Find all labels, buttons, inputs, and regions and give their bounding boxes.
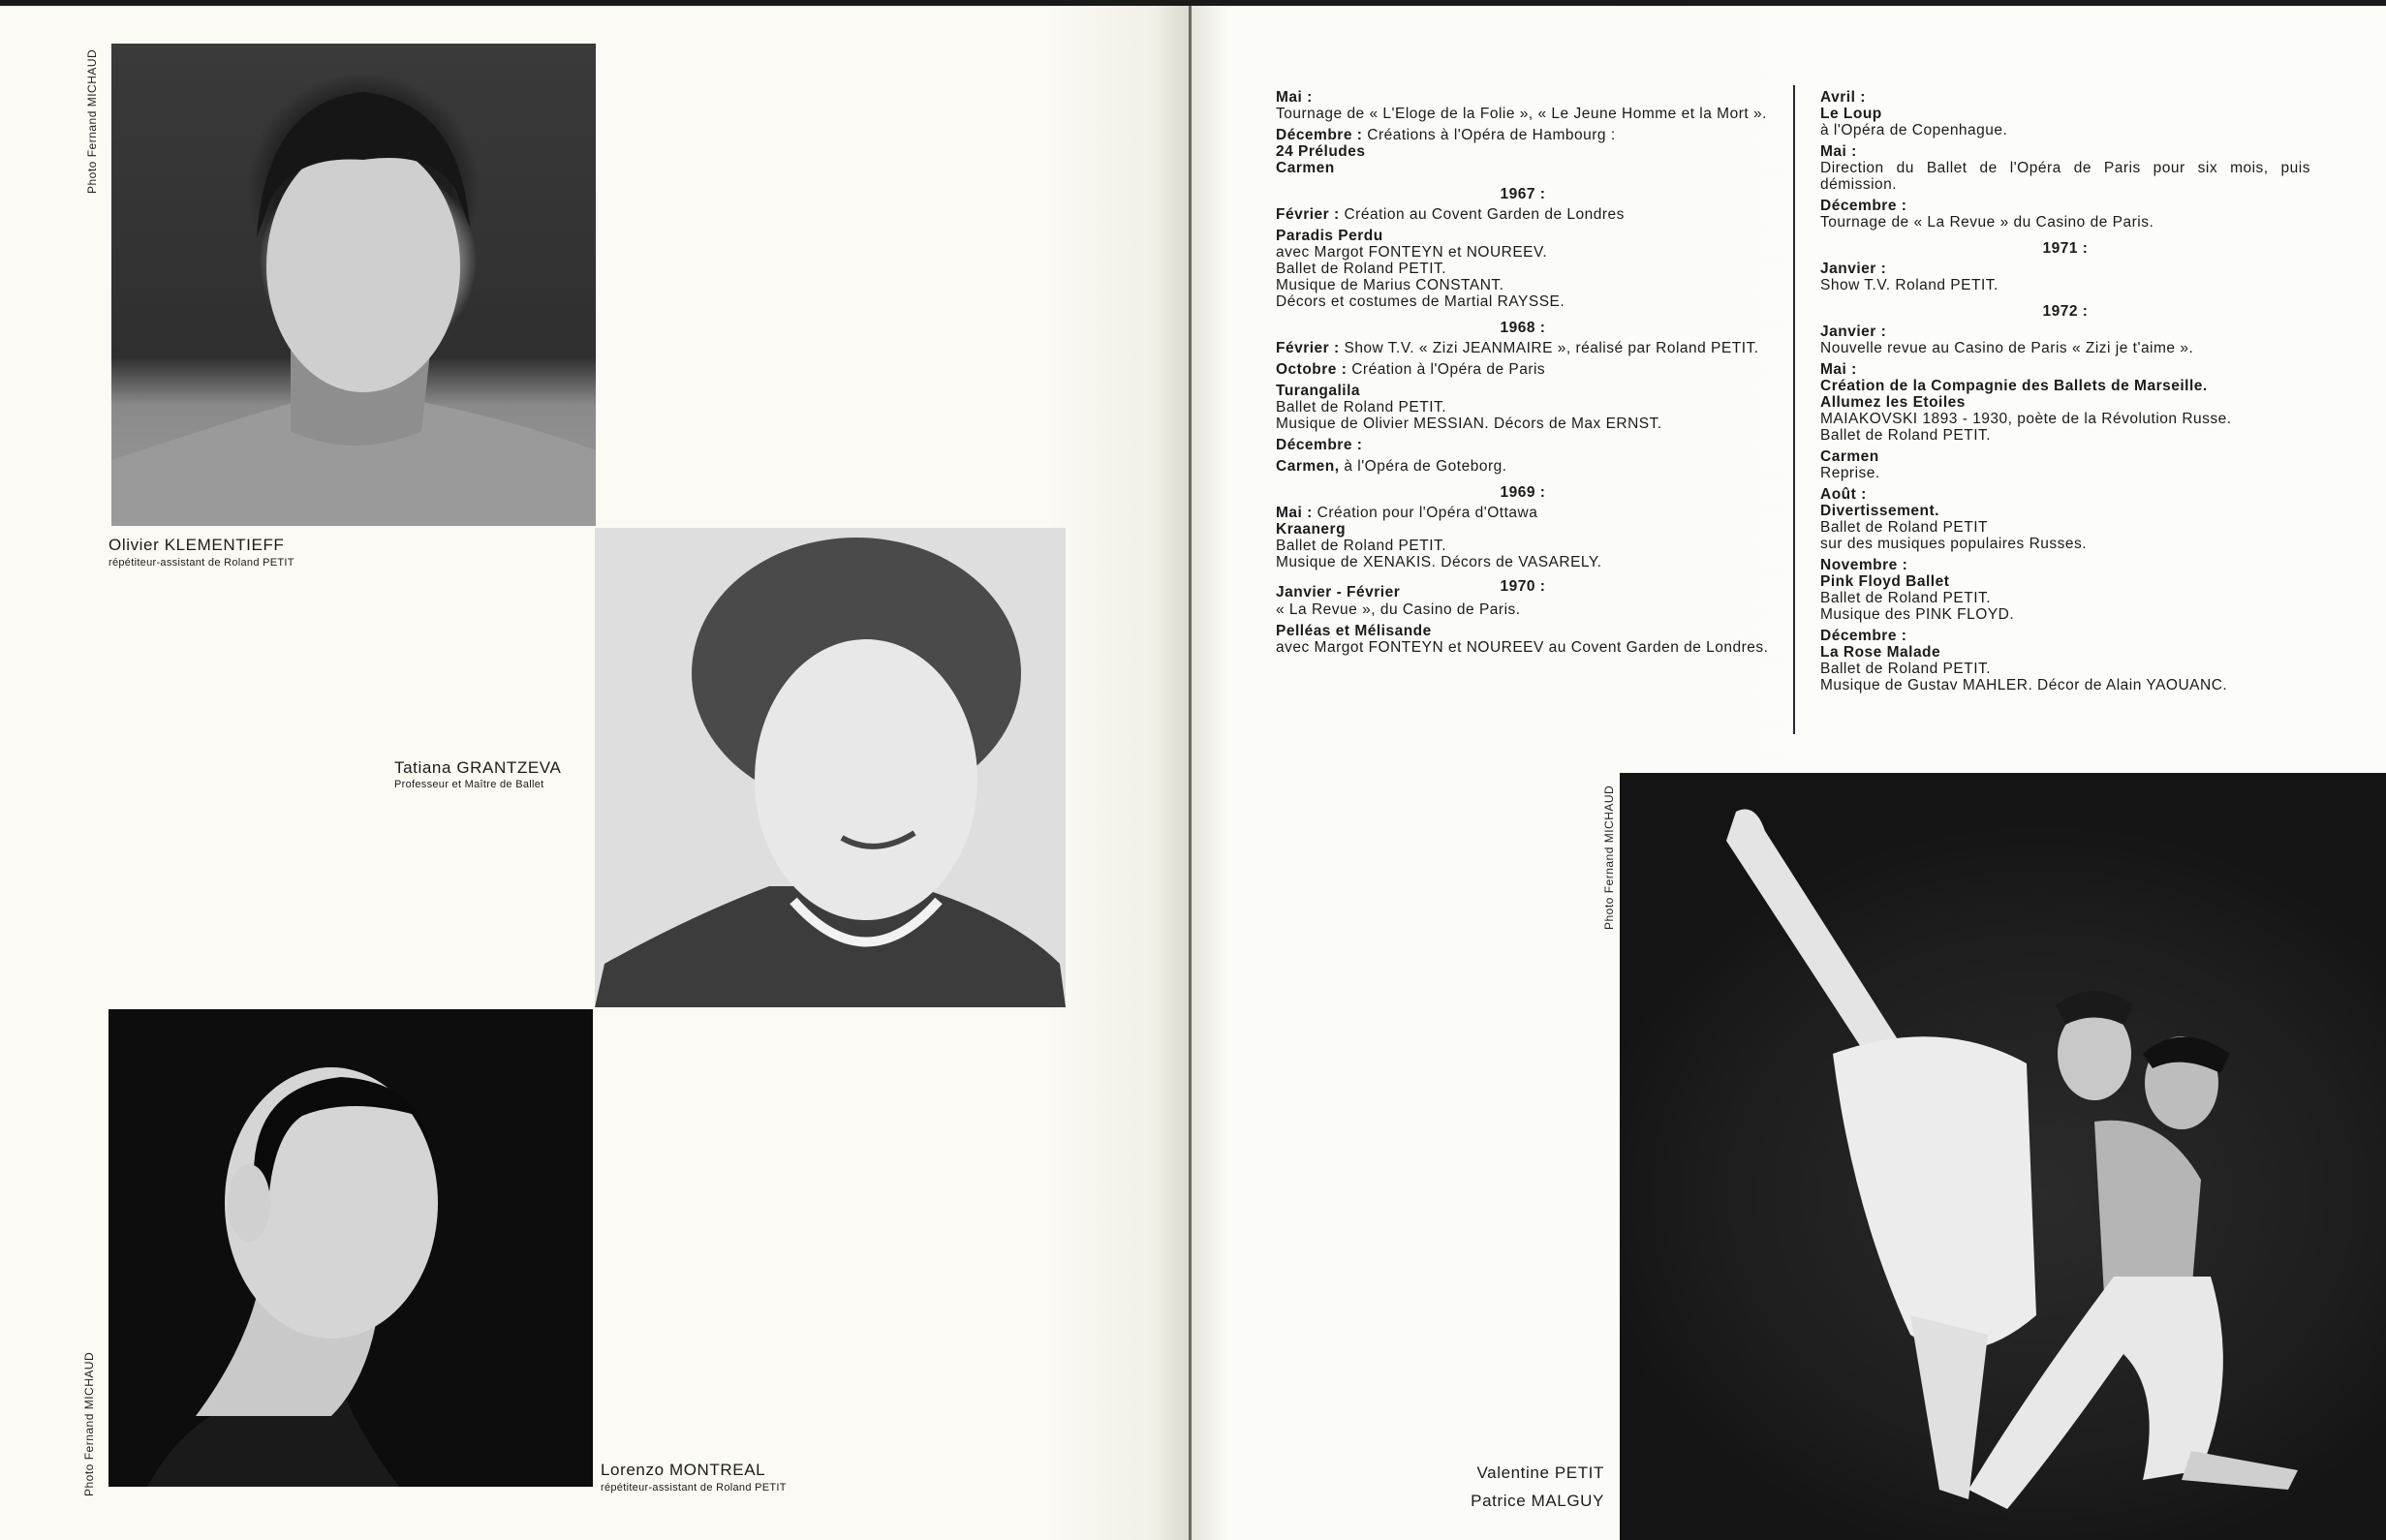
month-label: Mai :	[1820, 143, 1857, 160]
entry-text: Musique de Marius CONSTANT.	[1276, 277, 1504, 293]
caption-dancer-1: Valentine PETIT	[1476, 1463, 1604, 1482]
chronology-column-2	[1820, 89, 2310, 698]
month-label: Octobre :	[1276, 361, 1348, 378]
entry-text: Ballet de Roland PETIT.	[1276, 538, 1447, 554]
entry-text: Création pour l'Opéra d'Ottawa	[1312, 505, 1538, 521]
entry-text: Création de la Compagnie des Ballets de Marseille.	[1820, 378, 2208, 394]
year-heading: 1970 :	[1500, 578, 1546, 595]
year-heading: 1972 :	[2042, 303, 2089, 320]
ballet-dancers-illustration	[1620, 773, 2386, 1540]
year-heading: 1969 :	[1500, 484, 1546, 501]
portrait-photo-klementieff	[111, 44, 596, 526]
portrait-photo-grantzeva	[595, 528, 1066, 1007]
work-title: Turangalila	[1276, 383, 1361, 399]
caption-name-grantzeva: Tatiana GRANTZEVA	[394, 758, 562, 777]
work-title: Carmen	[1276, 160, 1335, 176]
year-heading: 1968 :	[1500, 320, 1546, 336]
work-title: Carmen,	[1276, 458, 1340, 475]
year-heading: 1967 :	[1500, 186, 1546, 202]
month-label: Mai :	[1276, 505, 1313, 521]
month-label: Décembre :	[1276, 437, 1363, 453]
entry-text: Show T.V. Roland PETIT.	[1820, 277, 1999, 293]
caption-role-montreal: répétiteur-assistant de Roland PETIT	[601, 1482, 787, 1494]
photo-credit-3: Photo Fernand MICHAUD	[1602, 785, 1616, 930]
caption-role-grantzeva: Professeur et Maître de Ballet	[394, 779, 544, 790]
work-title: Pink Floyd Ballet	[1820, 573, 1950, 590]
month-label: Décembre :	[1276, 127, 1363, 143]
entry-text: Musique de Olivier MESSIAN. Décors de Max ERNST.	[1276, 416, 1662, 432]
portrait-photo-montreal	[108, 1009, 593, 1487]
work-title: 24 Préludes	[1276, 143, 1366, 160]
entry-text: Ballet de Roland PETIT.	[1276, 261, 1447, 277]
portrait-montreal-illustration	[108, 1009, 593, 1487]
month-label: Janvier - Février	[1276, 584, 1401, 601]
entry-text: à l'Opéra de Copenhague.	[1820, 122, 2008, 139]
entry-text: Musique de XENAKIS. Décors de VASARELY.	[1276, 554, 1602, 570]
portrait-klementieff-illustration	[111, 44, 596, 526]
caption-name-montreal: Lorenzo MONTREAL	[601, 1461, 766, 1479]
entry-text: Tournage de « La Revue » du Casino de Paris.	[1820, 214, 2154, 231]
entry-text: Show T.V. « Zizi JEANMAIRE », réalisé par Roland PETIT.	[1339, 340, 1759, 356]
chronology-column-1	[1276, 89, 1770, 661]
entry-text: Musique de Gustav MAHLER. Décor de Alain YAOUANC.	[1820, 677, 2228, 693]
month-label: Mai :	[1820, 361, 1857, 378]
column-divider	[1793, 85, 1795, 734]
entry-text: Ballet de Roland PETIT.	[1820, 590, 1992, 606]
work-title: Pelléas et Mélisande	[1276, 623, 1432, 639]
entry-text: Création à l'Opéra de Paris	[1347, 361, 1546, 378]
entry-text: Ballet de Roland PETIT.	[1820, 661, 1992, 677]
work-title: Le Loup	[1820, 106, 1882, 122]
entry-text: sur des musiques populaires Russes.	[1820, 536, 2088, 552]
entry-text: Nouvelle revue au Casino de Paris « Zizi je t'aime ».	[1820, 340, 2194, 356]
caption-dancer-2: Patrice MALGUY	[1471, 1492, 1604, 1510]
month-label: Février :	[1276, 340, 1340, 356]
caption-role-klementieff: répétiteur-assistant de Roland PETIT	[108, 557, 294, 569]
entry-text: MAIAKOVSKI 1893 - 1930, poète de la Révolution Russe.	[1820, 411, 2232, 427]
caption-name-klementieff: Olivier KLEMENTIEFF	[108, 536, 285, 554]
month-label: Décembre :	[1820, 198, 1907, 214]
entry-text: Créations à l'Opéra de Hambourg :	[1362, 127, 1616, 143]
entry-text: Ballet de Roland PETIT.	[1276, 399, 1447, 416]
entry-text: Ballet de Roland PETIT.	[1820, 427, 1992, 444]
month-label: Novembre :	[1820, 557, 1908, 573]
entry-text: Ballet de Roland PETIT	[1820, 519, 1988, 536]
month-label: Mai :	[1276, 89, 1313, 106]
work-title: Kraanerg	[1276, 521, 1347, 538]
entry-text: Direction du Ballet de l'Opéra de Paris pour six mois, puis démission.	[1820, 160, 2310, 193]
book-spine	[1189, 6, 1192, 1540]
month-label: Février :	[1276, 206, 1340, 223]
month-label: Décembre :	[1820, 628, 1907, 644]
entry-text: avec Margot FONTEYN et NOUREEV.	[1276, 244, 1548, 261]
entry-text: Reprise.	[1820, 465, 1880, 481]
work-title: Divertissement.	[1820, 503, 1939, 519]
photo-credit-1: Photo Fernand MICHAUD	[85, 48, 99, 194]
entry-text: Création au Covent Garden de Londres	[1339, 206, 1625, 223]
entry-text: Musique des PINK FLOYD.	[1820, 606, 2015, 623]
entry-text: à l'Opéra de Goteborg.	[1339, 458, 1507, 475]
work-title: La Rose Malade	[1820, 644, 1941, 661]
portrait-grantzeva-illustration	[595, 528, 1066, 1007]
work-title: Carmen	[1820, 448, 1879, 465]
entry-text: Tournage de « L'Eloge de la Folie », « Le Jeune Homme et la Mort ».	[1276, 106, 1767, 122]
month-label: Août :	[1820, 486, 1867, 503]
entry-text: « La Revue », du Casino de Paris.	[1276, 601, 1521, 618]
ballet-photo	[1620, 773, 2386, 1540]
work-title: Paradis Perdu	[1276, 228, 1383, 244]
year-heading: 1971 :	[2042, 240, 2089, 257]
photo-credit-2: Photo Fernand MICHAUD	[82, 1351, 96, 1496]
month-label: Janvier :	[1820, 261, 1887, 277]
entry-text: Décors et costumes de Martial RAYSSE.	[1276, 293, 1565, 310]
month-label: Avril :	[1820, 89, 1866, 106]
month-label: Janvier :	[1820, 323, 1887, 340]
work-title: Allumez les Etoiles	[1820, 394, 1966, 411]
entry-text: avec Margot FONTEYN et NOUREEV au Covent Garden de Londres.	[1276, 639, 1769, 656]
